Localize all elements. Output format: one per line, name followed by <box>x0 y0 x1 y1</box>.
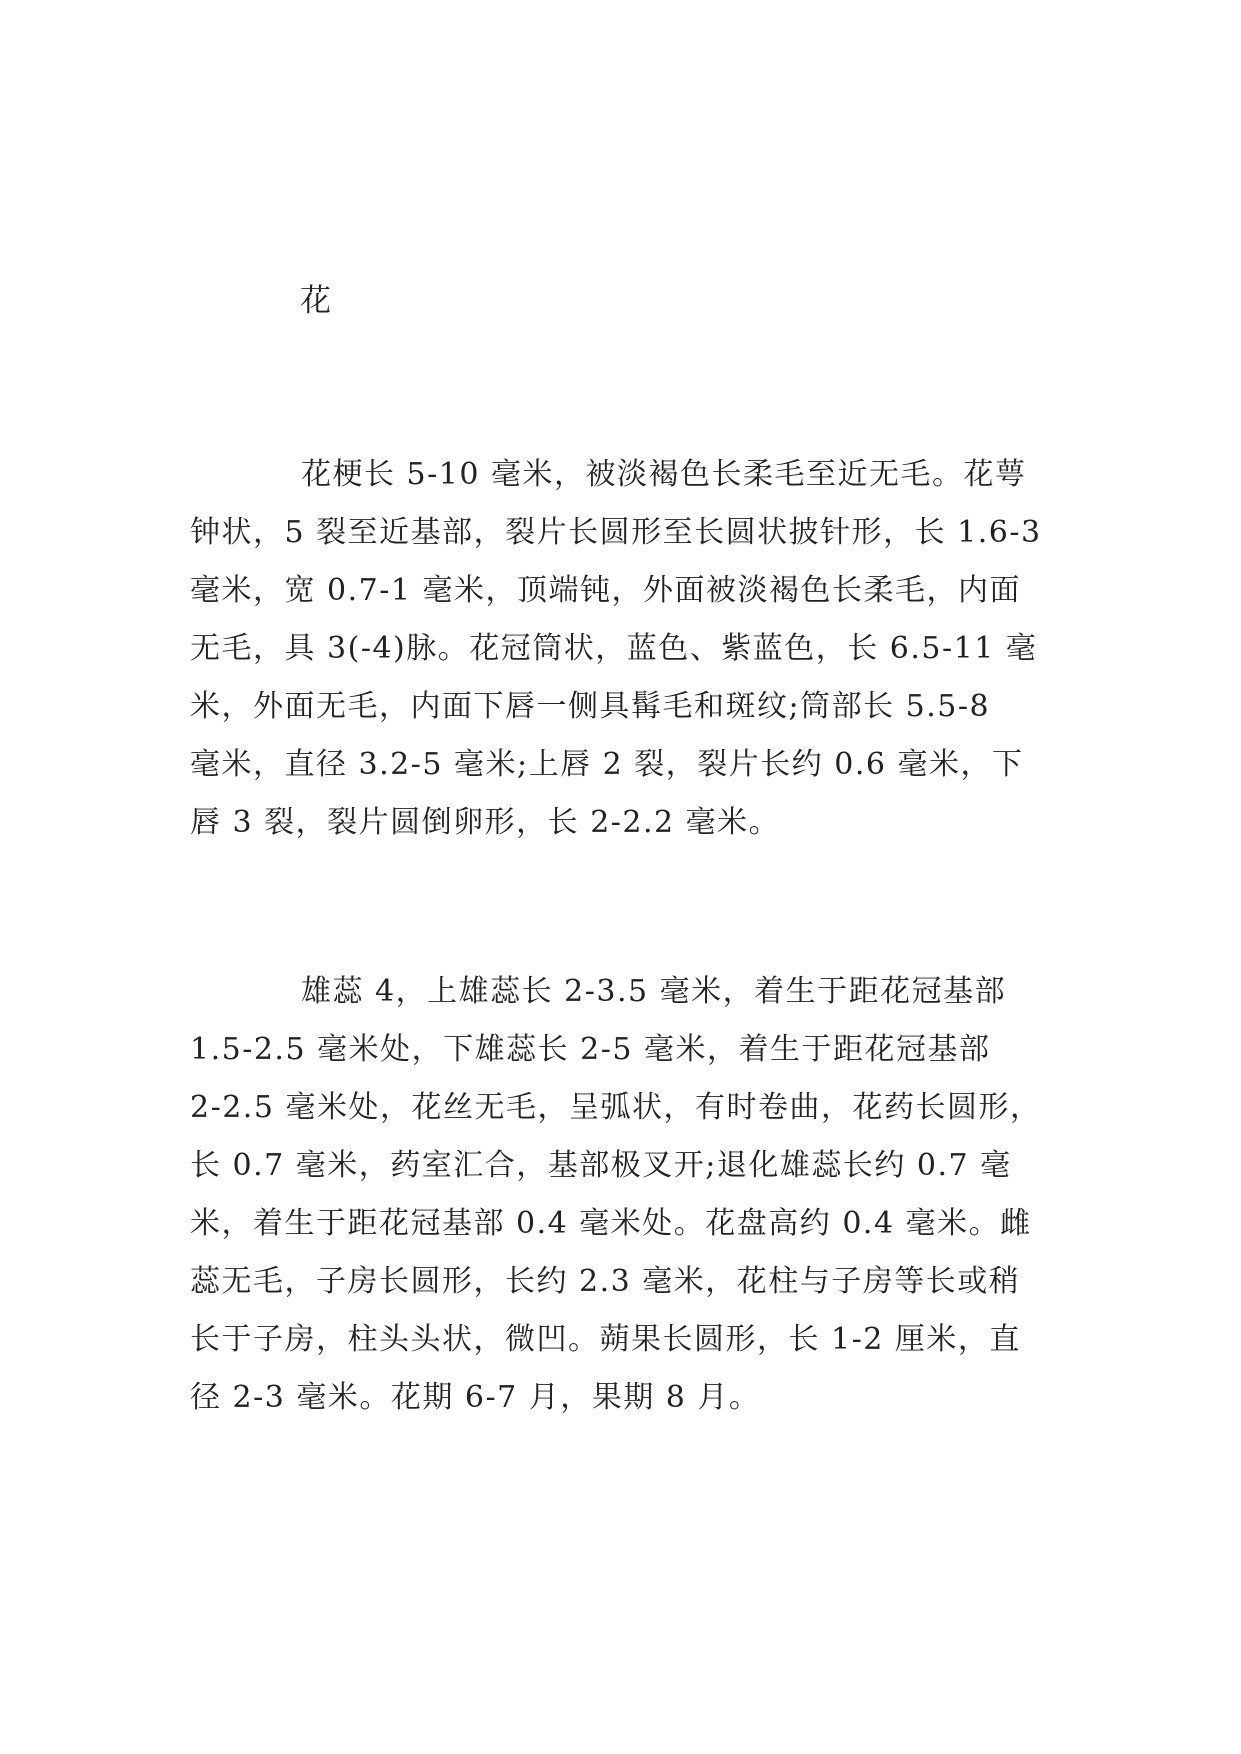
paragraph-stamen-fruit-description <box>190 963 1070 1427</box>
paragraph-line: 蕊无毛，子房长圆形，长约 2.3 毫米，花柱与子房等长或稍 <box>190 1264 1021 1299</box>
paragraph-line: 1.5-2.5 毫米处，下雄蕊长 2-5 毫米，着生于距花冠基部 <box>190 1032 991 1067</box>
paragraph-line: 花梗长 5-10 毫米，被淡褐色长柔毛至近无毛。花萼 <box>301 457 1027 492</box>
paragraph-line: 毫米，宽 0.7-1 毫米，顶端钝，外面被淡褐色长柔毛，内面 <box>190 573 1022 608</box>
paragraph-line: 钟状，5 裂至近基部，裂片长圆形至长圆状披针形，长 1.6-3 <box>190 515 1042 550</box>
paragraph-line: 唇 3 裂，裂片圆倒卵形，长 2-2.2 毫米。 <box>190 805 781 840</box>
paragraph-line: 米，着生于距花冠基部 0.4 毫米处。花盘高约 0.4 毫米。雌 <box>190 1206 1032 1241</box>
section-heading: 花 <box>300 283 331 319</box>
paragraph-flower-description <box>190 446 1070 852</box>
paragraph-line: 雄蕊 4，上雄蕊长 2-3.5 毫米，着生于距花冠基部 <box>301 974 1007 1009</box>
paragraph-line: 无毛，具 3(-4)脉。花冠筒状，蓝色、紫蓝色，长 6.5-11 毫 <box>190 631 1038 666</box>
paragraph-line: 2-2.5 毫米处，花丝无毛，呈弧状，有时卷曲，花药长圆形， <box>190 1090 1042 1125</box>
paragraph-line: 长于子房，柱头头状，微凹。蒴果长圆形，长 1-2 厘米，直 <box>190 1322 1021 1357</box>
paragraph-line: 毫米，直径 3.2-5 毫米;上唇 2 裂，裂片长约 0.6 毫米，下 <box>190 747 1024 782</box>
paragraph-line: 径 2-3 毫米。花期 6-7 月，果期 8 月。 <box>190 1380 761 1415</box>
paragraph-line: 米，外面无毛，内面下唇一侧具髯毛和斑纹;筒部长 5.5-8 <box>190 689 991 724</box>
paragraph-line: 长 0.7 毫米，药室汇合，基部极叉开;退化雄蕊长约 0.7 毫 <box>190 1148 1012 1183</box>
